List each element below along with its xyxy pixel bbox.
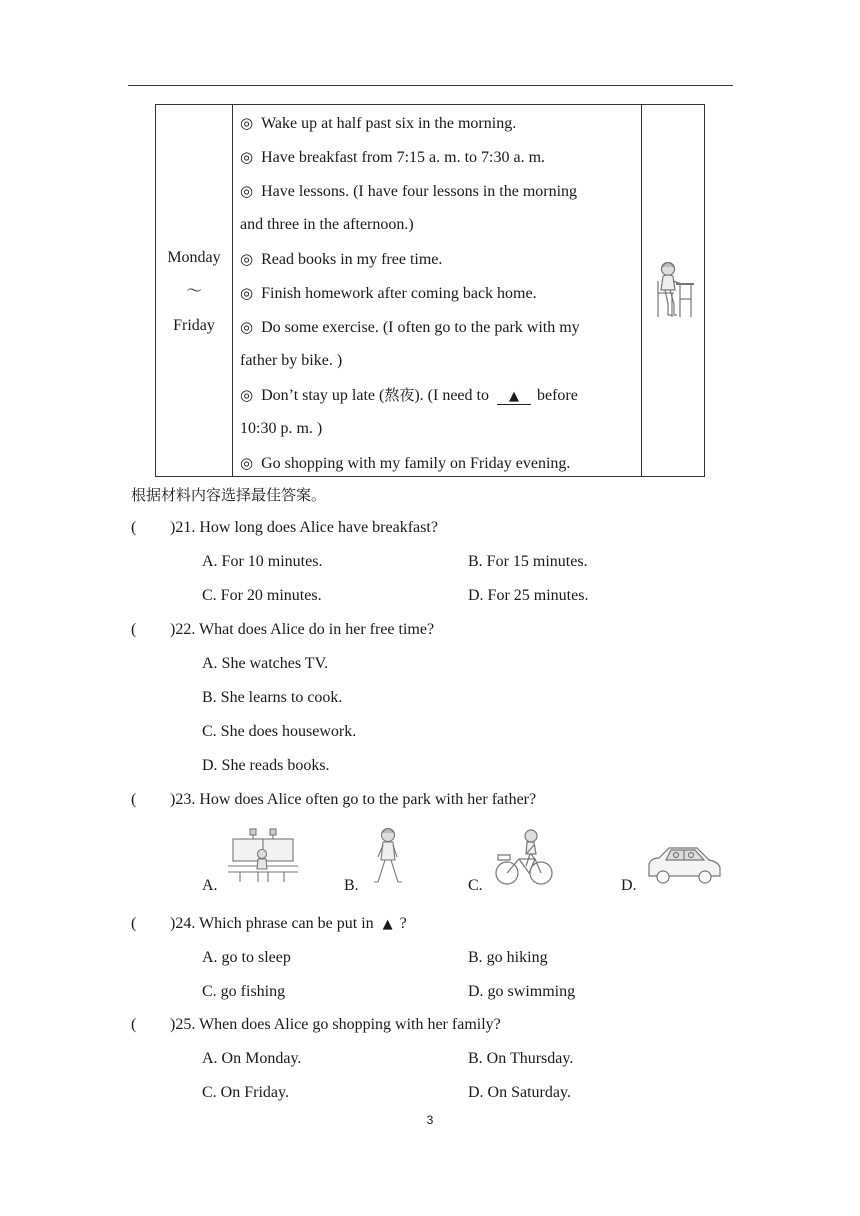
answer-paren: ( bbox=[131, 1016, 137, 1033]
car-icon bbox=[645, 844, 723, 888]
bullet-icon: ◎ bbox=[240, 386, 254, 404]
q21-option-b: B. For 15 minutes. bbox=[468, 553, 588, 570]
answer-paren: ( bbox=[131, 621, 137, 638]
girl-on-bicycle-icon bbox=[494, 828, 554, 888]
triangle-icon: ▲ bbox=[508, 389, 519, 404]
schedule-line: ◎ Read books in my free time. bbox=[240, 250, 443, 268]
bullet-icon: ◎ bbox=[240, 318, 254, 336]
q25-option-d: D. On Saturday. bbox=[468, 1084, 571, 1101]
schedule-line-continued: father by bike. ) bbox=[240, 352, 343, 369]
bullet-icon: ◎ bbox=[240, 454, 254, 472]
q23-option-c: C. bbox=[468, 877, 483, 894]
q24-option-d: D. go swimming bbox=[468, 983, 576, 1000]
schedule-table bbox=[155, 104, 705, 477]
question-25-stem: )25. When does Alice go shopping with her family? bbox=[170, 1016, 501, 1033]
answer-paren: ( bbox=[131, 915, 137, 932]
subway-train-icon bbox=[228, 826, 298, 886]
table-divider bbox=[641, 105, 642, 476]
q22-option-c: C. She does housework. bbox=[202, 723, 357, 740]
q25-option-a: A. On Monday. bbox=[202, 1050, 302, 1067]
q24-option-a: A. go to sleep bbox=[202, 949, 291, 966]
q21-option-d: D. For 25 minutes. bbox=[468, 587, 589, 604]
walking-girl-icon bbox=[370, 826, 406, 888]
answer-paren: ( bbox=[131, 519, 137, 536]
q21-option-c: C. For 20 minutes. bbox=[202, 587, 322, 604]
header-rule bbox=[128, 85, 733, 86]
schedule-line: ◎ Go shopping with my family on Friday evening. bbox=[240, 454, 571, 472]
schedule-line: ◎ Finish homework after coming back home. bbox=[240, 284, 537, 302]
q23-option-b: B. bbox=[344, 877, 359, 894]
q22-option-b: B. She learns to cook. bbox=[202, 689, 343, 706]
schedule-line: ◎ Have lessons. (I have four lessons in the morning bbox=[240, 182, 578, 200]
question-22-stem: )22. What does Alice do in her free time? bbox=[170, 621, 435, 638]
bullet-icon: ◎ bbox=[240, 250, 254, 268]
q25-option-c: C. On Friday. bbox=[202, 1084, 289, 1101]
q24-option-b: B. go hiking bbox=[468, 949, 548, 966]
question-23-stem: )23. How does Alice often go to the park with her father? bbox=[170, 791, 537, 808]
bullet-icon: ◎ bbox=[240, 284, 254, 302]
bullet-icon: ◎ bbox=[240, 148, 254, 166]
q23-option-a: A. bbox=[202, 877, 218, 894]
schedule-line-continued: and three in the afternoon.) bbox=[240, 216, 414, 233]
instruction: 根据材料内容选择最佳答案。 bbox=[131, 486, 327, 504]
q22-option-d: D. She reads books. bbox=[202, 757, 330, 774]
q24-option-c: C. go fishing bbox=[202, 983, 286, 1000]
table-divider bbox=[232, 105, 233, 476]
q25-option-b: B. On Thursday. bbox=[468, 1050, 574, 1067]
day-start: Monday bbox=[167, 249, 221, 266]
day-tilde: ～ bbox=[185, 283, 202, 300]
schedule-line: ◎ Have breakfast from 7:15 a. m. to 7:30 a. m. bbox=[240, 148, 546, 166]
schedule-line-late: ◎ Don’t stay up late (熬夜). (I need to ▲ before bbox=[240, 386, 578, 404]
question-24-stem: )24. Which phrase can be put in ▲ ? bbox=[170, 915, 407, 932]
bullet-icon: ◎ bbox=[240, 182, 254, 200]
bullet-icon: ◎ bbox=[240, 114, 254, 132]
day-end: Friday bbox=[173, 317, 215, 334]
page-number: 3 bbox=[426, 1113, 434, 1127]
q23-option-d: D. bbox=[621, 877, 637, 894]
schedule-line-continued: 10:30 p. m. ) bbox=[240, 420, 323, 437]
schedule-line: ◎ Wake up at half past six in the morning. bbox=[240, 114, 517, 132]
q21-option-a: A. For 10 minutes. bbox=[202, 553, 323, 570]
triangle-icon: ▲ bbox=[382, 917, 393, 932]
question-21-stem: )21. How long does Alice have breakfast? bbox=[170, 519, 438, 536]
schedule-line: ◎ Do some exercise. (I often go to the park with my bbox=[240, 318, 580, 336]
girl-studying-at-desk-icon bbox=[656, 259, 696, 319]
q22-option-a: A. She watches TV. bbox=[202, 655, 329, 672]
answer-blank bbox=[497, 388, 531, 405]
answer-paren: ( bbox=[131, 791, 137, 808]
